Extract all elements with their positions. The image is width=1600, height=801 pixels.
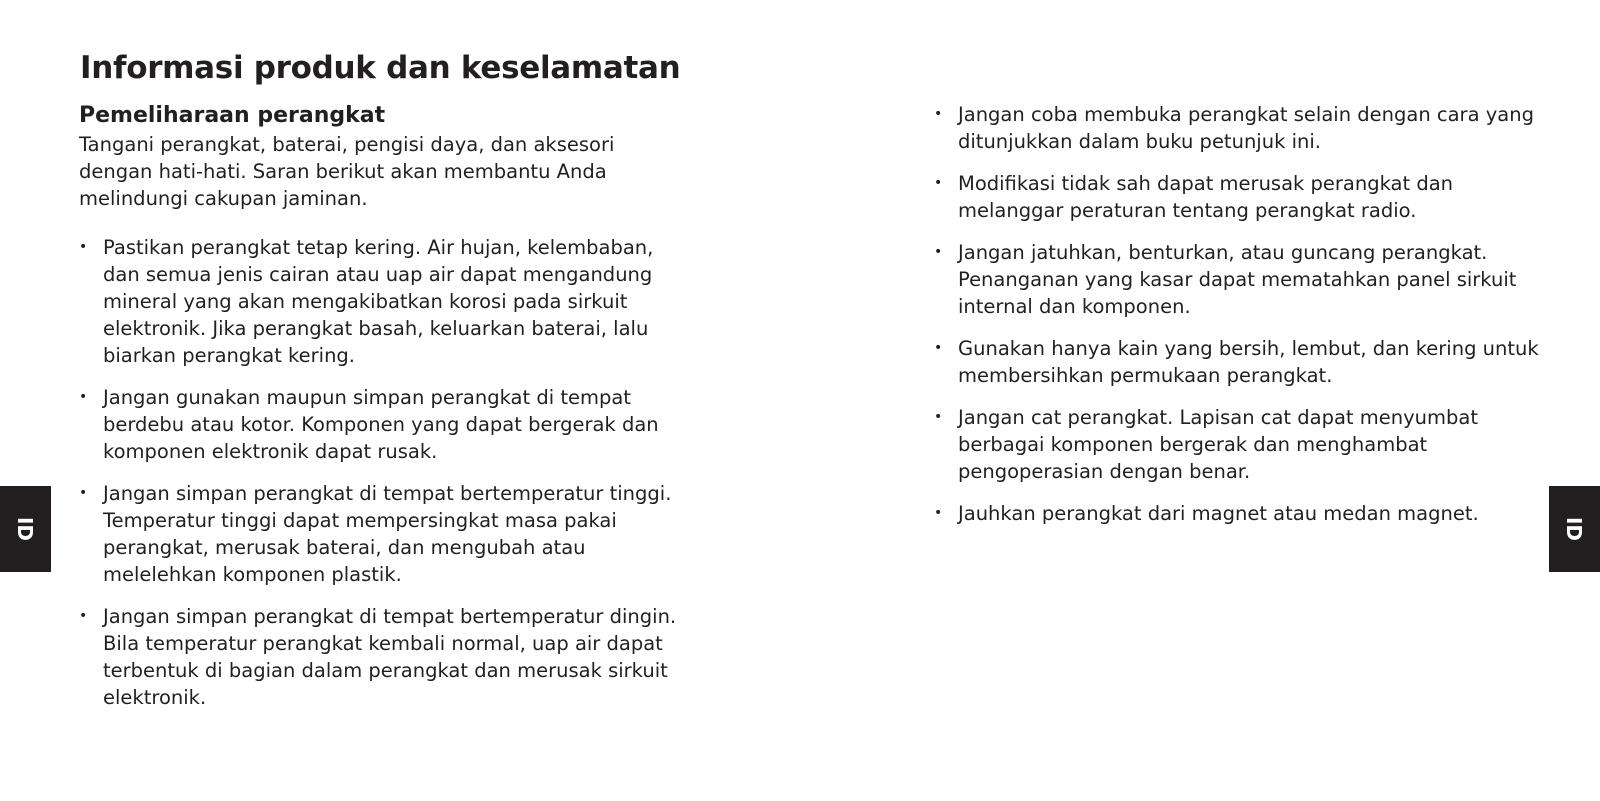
bullet-icon: • (934, 106, 943, 122)
list-item (79, 603, 679, 711)
right-column (934, 101, 1544, 542)
left-bullet-list (79, 234, 679, 711)
left-column (79, 101, 679, 726)
language-tab-label: ID (1562, 516, 1587, 542)
list-item-text: Modifikasi tidak sah dapat merusak perangkat dan melanggar peraturan tentang perangkat radio. (958, 172, 1454, 222)
bullet-icon: • (934, 409, 943, 425)
list-item (934, 239, 1544, 320)
bullet-icon: • (934, 244, 943, 260)
bullet-icon: • (79, 485, 88, 501)
bullet-icon: • (79, 608, 88, 624)
list-item-text: Jauhkan perangkat dari magnet atau medan magnet. (958, 502, 1479, 525)
right-bullet-list (934, 101, 1544, 527)
bullet-icon: • (934, 505, 943, 521)
bullet-icon: • (934, 175, 943, 191)
intro-paragraph: Tangani perangkat, baterai, pengisi daya, dan aksesori dengan hati-hati. Saran berikut akan membantu Anda melindungi cakupan jaminan. (79, 133, 615, 210)
list-item-text: Jangan simpan perangkat di tempat bertemperatur dingin. Bila temperatur perangkat kembali normal, uap air dapat terbentuk di bagian dalam perangkat dan merusak sirkuit elektronik. (103, 605, 677, 709)
list-item (934, 404, 1544, 485)
list-item (934, 335, 1544, 389)
language-tab-left (0, 486, 51, 572)
section-heading: Pemeliharaan perangkat (79, 103, 386, 128)
list-item (934, 170, 1544, 224)
bullet-icon: • (934, 340, 943, 356)
list-item-text: Pastikan perangkat tetap kering. Air hujan, kelembaban, dan semua jenis cairan atau uap air dapat mengandung mineral yang akan mengakibatkan korosi pada sirkuit elektronik. Jika perangkat basah, keluarkan baterai, lalu biarkan perangkat kering. (103, 236, 654, 367)
bullet-icon: • (79, 239, 88, 255)
list-item-text: Jangan gunakan maupun simpan perangkat di tempat berdebu atau kotor. Komponen yang dapat bergerak dan komponen elektronik dapat rusak. (103, 386, 659, 463)
list-item (79, 384, 679, 465)
language-tab-right (1549, 486, 1600, 572)
list-item-text: Jangan jatuhkan, benturkan, atau guncang perangkat. Penanganan yang kasar dapat mematahkan panel sirkuit internal dan komponen. (958, 241, 1517, 318)
list-item (934, 500, 1544, 527)
bullet-icon: • (79, 389, 88, 405)
list-item-text: Jangan simpan perangkat di tempat bertemperatur tinggi. Temperatur tinggi dapat mempersingkat masa pakai perangkat, merusak baterai, dan mengubah atau melelehkan komponen plastik. (103, 482, 672, 586)
language-tab-label: ID (13, 516, 38, 542)
list-item-text: Jangan cat perangkat. Lapisan cat dapat menyumbat berbagai komponen bergerak dan menghambat pengoperasian dengan benar. (958, 406, 1478, 483)
list-item (79, 234, 679, 369)
page-title: Informasi produk dan keselamatan (80, 50, 681, 86)
list-item (79, 480, 679, 588)
list-item-text: Jangan coba membuka perangkat selain dengan cara yang ditunjukkan dalam buku petunjuk ini. (958, 103, 1534, 153)
list-item-text: Gunakan hanya kain yang bersih, lembut, dan kering untuk membersihkan permukaan perangkat. (958, 337, 1539, 387)
list-item (934, 101, 1544, 155)
